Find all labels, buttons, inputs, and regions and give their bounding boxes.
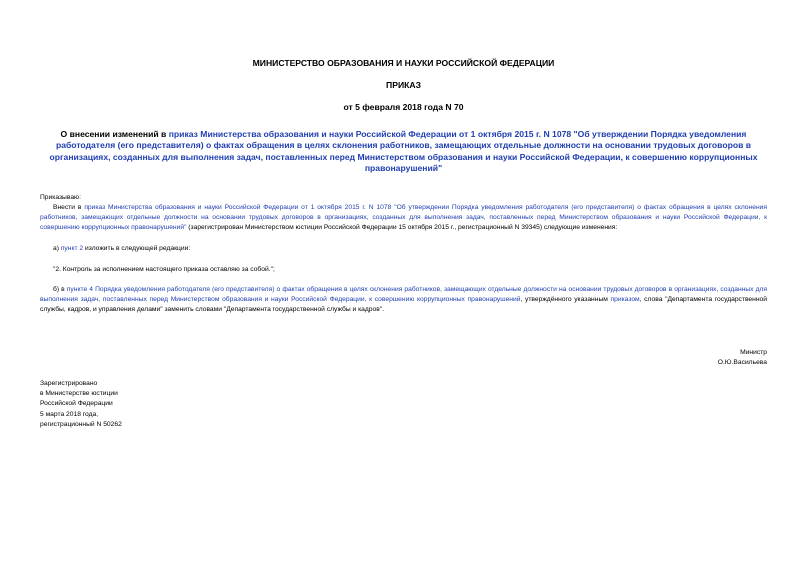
procedure-link[interactable]: Порядка уведомления работодателя (его представителя) о фактах обращения в целях склонения работников, замещающих отдельные должности на основании трудовых договоров в организациях, созданных для выполнения задач, поставленных перед Министерством образования и науки Российской Федерации, к совершению коррупционных правонарушений [40, 286, 768, 304]
quote-paragraph: "2. Контроль за исполнением настоящего приказа оставляю за собой."; [53, 266, 275, 273]
point-2-link[interactable]: пункт 2 [60, 245, 84, 252]
signature-name: О.Ю.Васильева [717, 359, 767, 367]
title-prefix: О внесении изменений в [60, 129, 169, 139]
doc-type-heading: ПРИКАЗ [386, 80, 421, 90]
p1-suffix: (зарегистрирован Министерством юстиции Российской Федерации 15 октября 2015 г., регистрационный N 39345) следующие изменения: [186, 224, 618, 232]
a-prefix: а) [53, 245, 61, 252]
registration-line: 5 марта 2018 года, [40, 410, 99, 418]
document-title [40, 129, 767, 175]
p1-order-link[interactable]: приказ Министерства образования и науки Российской Федерации от 1 октября 2015 г. N 1078 "Об утверждении Порядка уведомления работодателя (его представителя) о фактах обращения в целях склонения работников, замещающих отдельные должности на основании трудовых договоров в организациях, созданных для выполнения задач, поставленных перед Министерством образования и науки Российской Федерации, к совершению коррупционных правонарушений" [40, 204, 767, 232]
registration-line: Зарегистрировано [40, 380, 98, 387]
paragraph-main [40, 203, 767, 234]
paragraph-b [40, 285, 767, 316]
title-order-link[interactable]: приказ Министерства образования и науки Российской Федерации от 1 октября 2015 г. N 1078 "Об утверждении Порядка уведомления работодателя (его представителя) о фактах обращения в целях склонения работников, замещающих отдельные должности на основании трудовых договоров в организациях, созданных для выполнения задач, поставленных перед Министерством образования и науки Российской Федерации, к совершению коррупционных правонарушений" [49, 129, 758, 174]
b-mid: , утверждённого указанным [520, 296, 611, 304]
a-suffix: изложить в следующей редакции: [83, 245, 191, 252]
b-prefix: б) в [53, 286, 67, 293]
ministry-heading: МИНИСТЕРСТВО ОБРАЗОВАНИЯ И НАУКИ РОССИЙСКОЙ ФЕДЕРАЦИИ [252, 58, 555, 68]
signature-block [718, 348, 767, 368]
signature-position: Министр [740, 349, 767, 356]
registration-line: в Министерстве юстиции [40, 390, 118, 398]
registration-line: регистрационный N 50262 [40, 420, 122, 428]
p1-prefix: Внести в [53, 204, 85, 211]
order-link[interactable]: приказом [610, 296, 640, 304]
paragraph-a [40, 244, 767, 254]
registration-block [40, 379, 122, 430]
point-4-link[interactable]: пункте 4 [66, 286, 93, 293]
b-suffix: , слова "Департамента государственной службы, кадров, и управления делами" заменить словами "Департамента государственной службы и кадров". [40, 296, 767, 314]
order-word: Приказываю: [40, 194, 81, 201]
date-number-heading: от 5 февраля 2018 года N 70 [343, 102, 464, 112]
registration-line: Российской Федерации [40, 400, 113, 408]
